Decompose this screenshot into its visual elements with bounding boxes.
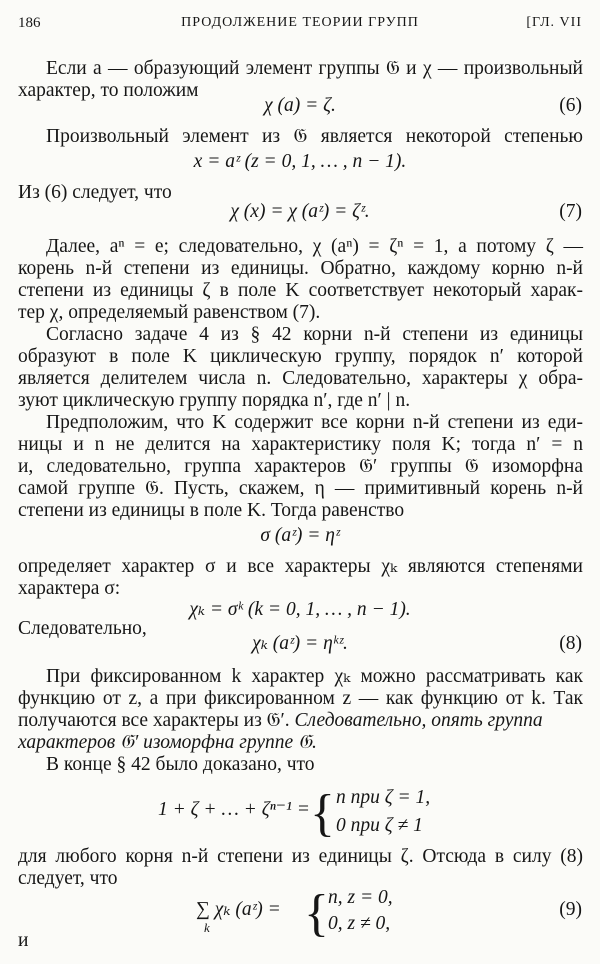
text-line: степени из единицы ζ в поле K соответствует некоторый харак- [18,280,583,301]
chapter-label: [ГЛ. VII [526,15,582,30]
text-line: для любого корня n-й степени из единицы ζ. Отсюда в силу (8) [18,846,583,867]
formula-lhs: ∑ χₖ (aᶻ) = [196,899,281,920]
equation-number-6: (6) [559,95,582,116]
left-brace: { [304,885,329,942]
formula-sigma: σ (aᶻ) = ηᶻ [260,525,340,546]
text-line: Произвольный элемент из 𝔊 является некоторой степенью [46,126,583,147]
text-line: корень n-й степени из единицы. Обратно, каждому корню n-й [18,258,583,279]
text-line: определяет характер σ и все характеры χₖ являются степенями [18,556,583,577]
text-line: Предположим, что K содержит все корни n-й степени из еди- [46,412,583,433]
formula-lhs: 1 + ζ + … + ζⁿ⁻¹ = [158,799,310,820]
text-fragment-italic: Следовательно, опять группа [294,710,543,731]
case-line: 0 при ζ ≠ 1 [336,815,423,836]
text-line: характера σ: [18,578,121,599]
text-line: ницы и n не делится на характеристику поля K; тогда n′ = n [18,434,583,455]
text-line: В конце § 42 было доказано, что [46,754,315,775]
running-title: ПРОДОЛЖЕНИЕ ТЕОРИИ ГРУПП [181,15,419,30]
case-line: n при ζ = 1, [336,787,431,808]
case-line: n, z = 0, [328,887,393,908]
case-line: 0, z ≠ 0, [328,913,391,934]
text-line: тер χ, определяемый равенством (7). [18,302,321,323]
text-fragment: получаются все характеры из 𝔊′. [18,710,290,731]
formula-7: χ (x) = χ (aᶻ) = ζᶻ. [230,201,370,222]
page-number: 186 [18,15,41,31]
text-line: Следовательно, [18,618,147,639]
text-line: степени из единицы в поле K. Тогда равенство [18,500,405,521]
formula-6: χ (a) = ζ. [264,95,336,116]
text-line: Если a — образующий элемент группы 𝔊 и χ — произвольный [46,58,583,79]
left-brace: { [310,785,335,842]
text-line: функцию от z, а при фиксированном z — как функцию от k. Так [18,688,583,709]
equation-number-7: (7) [559,201,582,222]
formula-8: χₖ (aᶻ) = ηᵏᶻ. [252,633,348,654]
text-line [18,710,583,732]
text-line: Из (6) следует, что [18,182,172,203]
formula-power: x = aᶻ (z = 0, 1, … , n − 1). [193,151,407,172]
formula-chi-k: χₖ = σᵏ (k = 0, 1, … , n − 1). [189,599,411,620]
text-line: характер, то положим [18,80,199,101]
text-line: является делителем числа n. Следовательно, характеры χ обра- [18,368,583,389]
text-line: и [18,930,29,951]
equation-number-8: (8) [559,633,582,654]
text-line: следует, что [18,868,118,889]
sum-index: k [204,920,210,935]
text-line: и, следовательно, группа характеров 𝔊′ группы 𝔊 изоморфна [18,456,583,477]
text-line: Далее, aⁿ = e; следовательно, χ (aⁿ) = ζⁿ = 1, а потому ζ — [46,236,583,257]
equation-number-9: (9) [559,899,582,920]
text-line-italic: характеров 𝔊′ изоморфна группе 𝔊. [18,732,317,753]
text-line: самой группе 𝔊. Пусть, скажем, η — примитивный корень n-й [18,478,583,499]
text-line: При фиксированном k характер χₖ можно рассматривать как [46,666,583,687]
text-line: зуют циклическую группу порядка n′, где n′ | n. [18,390,411,411]
text-line: образуют в поле K циклическую группу, порядок n′ которой [18,346,583,367]
text-line: Согласно задаче 4 из § 42 корни n-й степени из единицы [46,324,583,345]
